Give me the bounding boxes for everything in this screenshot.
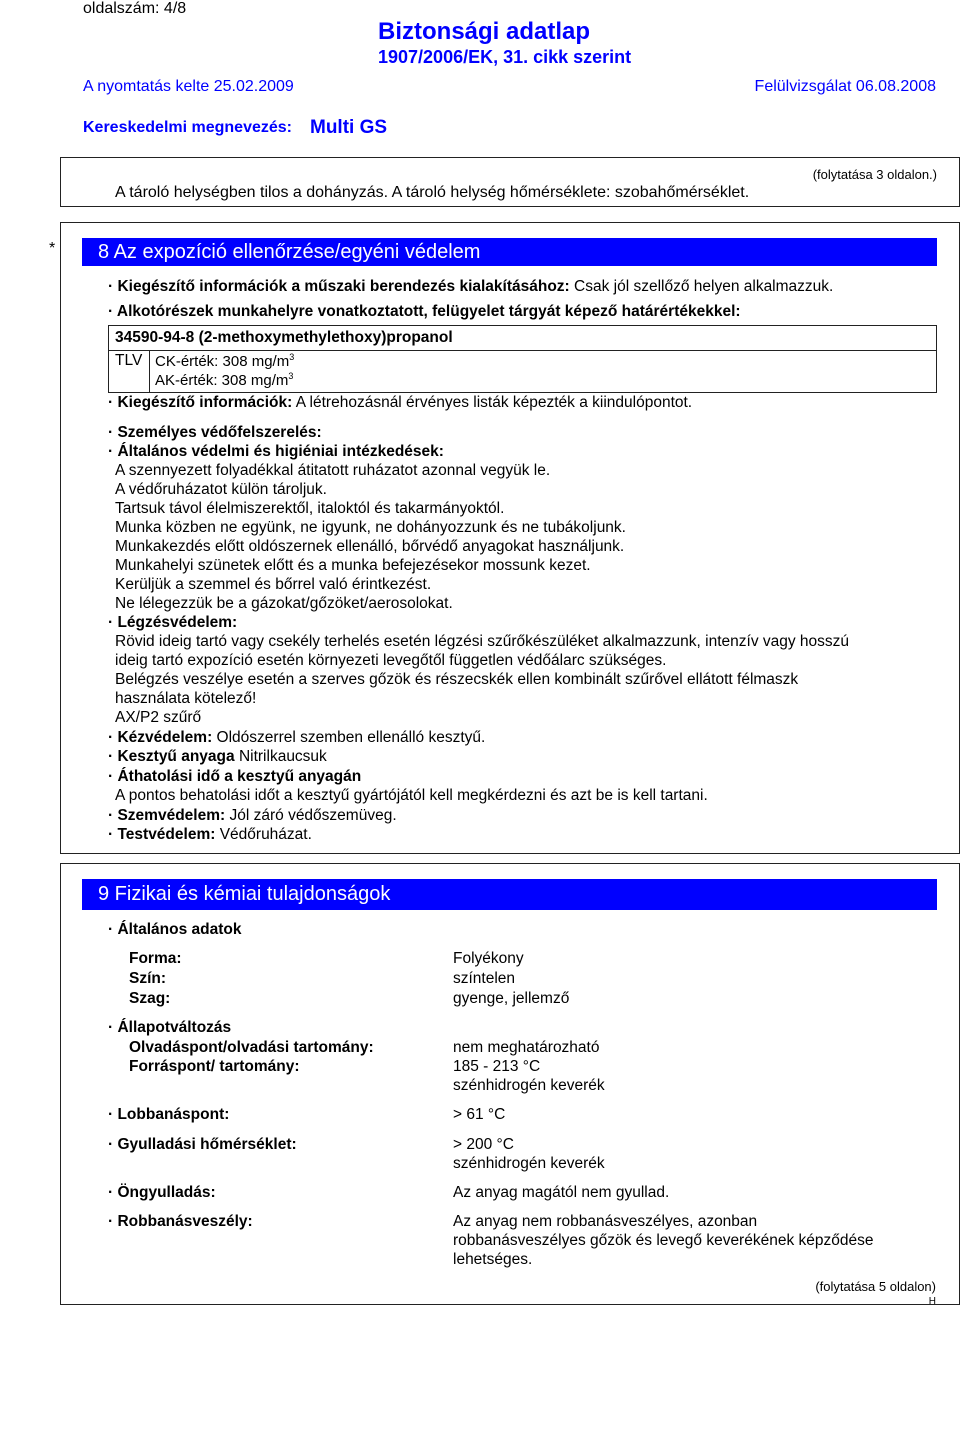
ignition-temp-value: > 200 °C	[453, 1136, 514, 1153]
eye-protection-line	[108, 807, 397, 825]
print-date: A nyomtatás kelte 25.02.2009	[83, 78, 294, 95]
breakthrough-label: · Áthatolási idő a kesztyű anyagán	[108, 768, 362, 785]
substance-name: 34590-94-8 (2-methoxymethylethoxy)propanol	[115, 329, 453, 346]
ck-value: CK-érték: 308 $mg/m^3$	[155, 352, 295, 370]
body-protection-line	[108, 826, 312, 844]
hygiene-line: Munkakezdés előtt oldószernek ellenálló, bőrvédő anyagokat használjunk.	[115, 538, 625, 555]
odor-label: Szag:	[129, 990, 171, 1007]
hygiene-line: A szennyezett folyadékkal átitatott ruházatot azonnal vegyük le.	[115, 462, 551, 479]
hygiene-line: Ne lélegezzük be a gázokat/gőzöket/aerosolokat.	[115, 595, 453, 612]
boiling-point-label: Forráspont/ tartomány:	[129, 1058, 300, 1075]
hygiene-label: · Általános védelmi és higiéniai intézkedések:	[108, 443, 444, 460]
color-value: színtelen	[453, 970, 516, 987]
boiling-point-note: szénhidrogén keverék	[453, 1077, 605, 1094]
respiratory-line: ideig tartó expozíció esetén környezeti levegőtől független védőálarc szükséges.	[115, 652, 667, 669]
form-label: Forma:	[129, 950, 182, 967]
boiling-point-value: 185 - 213 °C	[453, 1058, 541, 1075]
flash-point-value: > 61 °C	[453, 1106, 506, 1123]
hand-protection-label: · Kézvédelem:	[108, 729, 213, 746]
flash-point-label: · Lobbanáspont:	[108, 1106, 230, 1123]
section-9-heading: 9 Fizikai és kémiai tulajdonságok	[82, 879, 937, 910]
glove-material-label: · Kesztyű anyaga	[108, 748, 235, 765]
eye-protection-label: · Szemvédelem:	[108, 807, 226, 824]
ignition-temp-label: · Gyulladási hőmérséklet:	[108, 1136, 297, 1153]
melting-point-value: nem meghatározható	[453, 1039, 600, 1056]
hygiene-line: Munka közben ne együnk, ne igyunk, ne dohányozzunk és ne tubákoljunk.	[115, 519, 626, 536]
explosion-hazard-line: lehetséges.	[453, 1251, 533, 1268]
continued-from-note: (folytatása 3 oldalon.)	[812, 167, 937, 182]
glove-material-text: Nitrilkaucsuk	[238, 748, 327, 765]
respiratory-line: Rövid ideig tartó vagy csekély terhelés esetén légzési szűrőkészüléket alkalmazzunk, intenzív vagy hosszú	[115, 633, 850, 650]
continued-to-note: (folytatása 5 oldalon)	[815, 1279, 936, 1294]
footer-code: H	[928, 1296, 936, 1307]
hygiene-line: Munkahelyi szünetek előtt és a munka befejezésekor mossunk kezet.	[115, 557, 591, 574]
glove-material-line	[108, 748, 327, 766]
hand-protection-text: Oldószerrel szemben ellenálló kesztyű.	[216, 729, 486, 746]
general-data-label: · Általános adatok	[108, 921, 242, 938]
explosion-hazard-label: · Robbanásveszély:	[108, 1213, 253, 1230]
hygiene-line: A védőruházatot külön tároljuk.	[115, 481, 327, 498]
eye-protection-text: Jól záró védőszemüveg.	[229, 807, 397, 824]
extra-info-text: A létrehozásnál érvényes listák képezték a kiindulópontot.	[295, 394, 693, 411]
body-protection-label: · Testvédelem:	[108, 826, 216, 843]
respiratory-line: Belégzés veszélye esetén a szerves gőzök és részecskék ellen kombinált szűrővel ellátott félmaszk	[115, 671, 799, 688]
limits-label: · Alkotórészek munkahelyre vonatkoztatott, felügyelet tárgyát képező határértékekkel:	[108, 303, 741, 320]
change-asterisk: *	[49, 240, 56, 257]
ak-value: AK-érték: 308 $mg/m^3$	[155, 371, 294, 389]
continued-box	[60, 157, 960, 207]
tlv-label: TLV	[115, 352, 143, 369]
tech-info-text: Csak jól szellőző helyen alkalmazzuk.	[574, 278, 834, 295]
self-ignition-value: Az anyag magától nem gyullad.	[453, 1184, 670, 1201]
limits-table	[108, 325, 937, 393]
tech-info-line	[108, 278, 833, 296]
storage-note: A tároló helységben tilos a dohányzás. A tároló helység hőmérséklete: szobahőmérséklet.	[115, 184, 750, 201]
hygiene-line: Tartsuk távol élelmiszerektől, italoktól és takarmányoktól.	[115, 500, 505, 517]
extra-info-label: · Kiegészítő információk:	[108, 394, 293, 411]
state-change-label: · Állapotváltozás	[108, 1019, 232, 1036]
melting-point-label: Olvadáspont/olvadási tartomány:	[129, 1039, 374, 1056]
revision-date: Felülvizsgálat 06.08.2008	[754, 78, 936, 95]
explosion-hazard-line: Az anyag nem robbanásveszélyes, azonban	[453, 1213, 758, 1230]
page-number: oldalszám: 4/8	[83, 0, 187, 17]
respiratory-line: használata kötelező!	[115, 690, 257, 707]
ppe-label: · Személyes védőfelszerelés:	[108, 424, 322, 441]
tech-info-label: · Kiegészítő információk a műszaki berendezés kialakításához:	[108, 278, 570, 295]
respiratory-label: · Légzésvédelem:	[108, 614, 238, 631]
hygiene-line: Kerüljük a szemmel és bőrrel való érintkezést.	[115, 576, 432, 593]
breakthrough-text: A pontos behatolási időt a kesztyű gyártójától kell megkérdezni és azt be is kell tartani.	[115, 787, 708, 804]
form-value: Folyékony	[453, 950, 524, 967]
section-8-heading: 8 Az expozíció ellenőrzése/egyéni védelem	[82, 238, 937, 266]
color-label: Szín:	[129, 970, 167, 987]
hand-protection-line	[108, 729, 485, 747]
body-protection-text: Védőruházat.	[219, 826, 312, 843]
document-title: Biztonsági adatlap	[378, 18, 591, 45]
self-ignition-label: · Öngyulladás:	[108, 1184, 216, 1201]
extra-info-line	[108, 394, 692, 412]
respiratory-line: AX/P2 szűrő	[115, 709, 202, 726]
explosion-hazard-line: robbanásveszélyes gőzök és levegő keverékének képződése	[453, 1232, 874, 1249]
trade-name: Multi GS	[310, 117, 388, 138]
odor-value: gyenge, jellemző	[453, 990, 570, 1007]
trade-name-label: Kereskedelmi megnevezés:	[83, 119, 292, 136]
document-subtitle: 1907/2006/EK, 31. cikk szerint	[378, 47, 632, 67]
ignition-temp-note: szénhidrogén keverék	[453, 1155, 605, 1172]
